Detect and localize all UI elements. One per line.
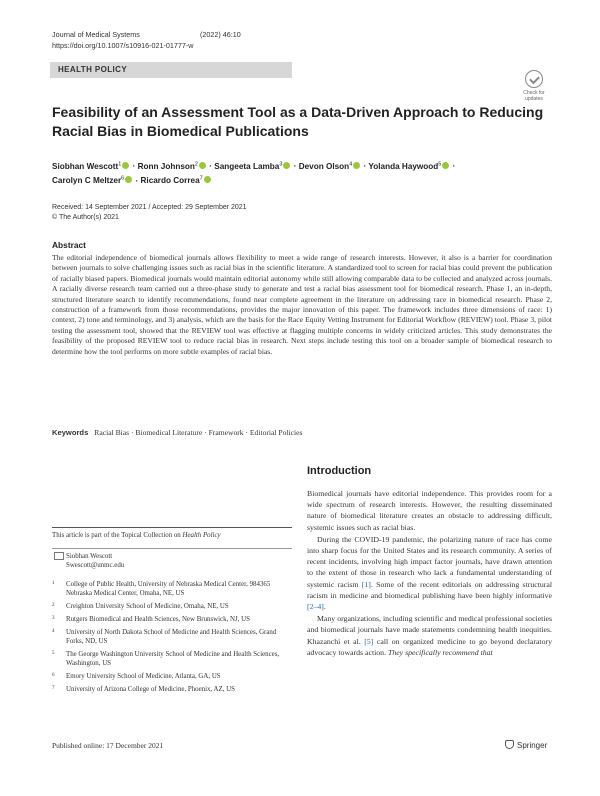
received-accepted: Received: 14 September 2021 / Accepted: 29 September 2021	[52, 204, 247, 211]
article-dates	[52, 203, 247, 223]
citation-link[interactable]: [2–4]	[307, 602, 324, 612]
check-for-updates-badge[interactable]	[516, 70, 552, 102]
introduction-body	[307, 488, 552, 659]
intro-paragraph: During the COVID-19 pandemic, the polarizing nature of race has come into sharp focus for the United States and its research community. A series of recent incidents, involving high impact factor journals, have drawn attention to the extent of those in research who lack a fundamental understanding of systemic racism [1]. Some of the recent editorials on addressing structural racism in medicine and biomedical publishing have been highly informative [2–4].	[307, 534, 553, 612]
copyright: © The Author(s) 2021	[52, 214, 119, 221]
author[interactable]: Yolanda Haywood$^5$	[368, 162, 450, 171]
affiliation-item: 5 The George Washington University School of Medicine and Health Sciences, Washington, US	[52, 651, 280, 667]
orcid-icon[interactable]	[204, 176, 211, 183]
author[interactable]: Carolyn C Meltzer$^6$	[52, 176, 133, 185]
corresponding-email[interactable]: Swescott@unmc.edu	[66, 562, 125, 569]
author[interactable]: Ronn Johnson$^2$	[138, 162, 207, 171]
topical-collection-note: This article is part of the Topical Collection on Health Policy	[52, 527, 292, 539]
publisher-logo	[505, 740, 547, 750]
affiliation-item: 2 Creighton University School of Medicine, Omaha, NE, US	[52, 603, 229, 610]
author[interactable]: Siobhan Wescott$^1$	[52, 162, 130, 171]
affiliation-item: 6 Emory University School of Medicine, Atlanta, GA, US	[52, 673, 221, 680]
published-online: Published online: 17 December 2021	[52, 741, 164, 750]
author[interactable]: Devon Olson$^4$	[299, 162, 362, 171]
introduction-heading: Introduction	[307, 465, 372, 477]
journal-volume: (2022) 46:10	[200, 30, 241, 39]
doi-link[interactable]: https://doi.org/10.1007/s10916-021-01777-w	[52, 40, 194, 50]
intro-paragraph: Many organizations, including scientific and medical professional societies and biomedical journals have made statements condemning health inequities. Khazanchi et al. [5] call on organized medicine to go beyond declaratory advocacy towards action. They specifically recommend that	[307, 614, 552, 657]
orcid-icon[interactable]	[122, 162, 129, 169]
keywords-list: Racial Bias · Biomedical Literature · Framework · Editorial Policies	[94, 428, 303, 437]
check-updates-label: Check for updates	[523, 90, 545, 102]
author[interactable]: Sangeeta Lamba$^3$	[214, 162, 291, 171]
orcid-icon[interactable]	[442, 162, 449, 169]
orcid-icon[interactable]	[125, 176, 132, 183]
abstract-heading: Abstract	[52, 240, 86, 250]
publisher-name: Springer	[517, 741, 548, 750]
keywords	[52, 428, 302, 437]
intro-paragraph: Biomedical journals have editorial independence. This provides room for a wide spectrum of research interests. However, the resulting disseminated nature of biomedical literature creates an obstacle to addressing difficult, systemic issues such as racial bias.	[307, 489, 552, 532]
journal-name: Journal of Medical Systems	[52, 30, 140, 39]
affiliation-item: 4 University of North Dakota School of Medicine and Health Sciences, Grand Forks, ND, US	[52, 629, 277, 645]
affiliation-item: 7 University of Arizona College of Medicine, Phoenix, AZ, US	[52, 686, 235, 693]
springer-horse-icon	[505, 740, 514, 749]
category-label: HEALTH POLICY	[58, 65, 128, 74]
envelope-icon	[54, 552, 64, 560]
citation-link[interactable]: [5]	[364, 636, 374, 646]
category-bar	[50, 62, 292, 78]
author-list: Siobhan Wescott$^1$ · Ronn Johnson$^2$ · Sangeeta Lamba$^3$ · Devon Olson$^4$ · Yolanda Haywood$^5$ · Carolyn C Meltzer$^6$ · Ricardo Correa$^7$	[52, 161, 456, 186]
orcid-icon[interactable]	[283, 162, 290, 169]
corresponding-author: Siobhan Wescott	[66, 553, 113, 560]
author[interactable]: Ricardo Correa$^7$	[141, 176, 212, 185]
affiliations	[52, 580, 292, 698]
abstract-text: The editorial independence of biomedical journals allows flexibility to meet a wide range of research interests. However, it also is a barrier for coordination between journals to solve challenging issues such as racial bias in the scientific literature. A standardized tool to screen for racial bias could prevent the publication of racially biased papers. Biomedical journals would maintain editorial autonomy while still allowing comparable data to be collected and analyzed across journals. A racially diverse research team carried out a three-phase study to generate and test a racial bias assessment tool for biomedical research. Phase 1, an in-depth, structured literature search to identify recommendations, found near complete agreement in the literature on addressing race in biomedical research. Phase 2, construction of a framework from those recommendations, provides the major innovation of this paper. The framework includes three dimensions of race: 1) context, 2) tone and terminology, and 3) analysis, which are the basis for the Race Equity Vetting Instrument for Editorial Workflow (REVIEW) tool. Phase 3, pilot testing the assessment tool, showed that the REVIEW tool was effective at flagging multiple concerns in widely criticized articles. This study demonstrates the feasibility of the proposed REVIEW tool to reduce racial bias in research. Next steps include testing this tool on a broader sample of biomedical research to determine how the tool performs on more subtle examples of racial bias.	[52, 253, 552, 356]
correspondence	[52, 548, 292, 570]
affiliation-item: 3 Rutgers Biomedical and Health Sciences, New Brunswick, NJ, US	[52, 616, 250, 623]
affiliation-item: 1 College of Public Health, University of Nebraska Medical Center, 984365 Nebraska Medical Center, Omaha, NE, US	[52, 581, 271, 597]
journal-header	[52, 30, 241, 51]
check-updates-icon	[525, 70, 543, 88]
citation-link[interactable]: [1]	[361, 579, 371, 589]
keywords-label: Keywords	[52, 428, 89, 437]
topical-collection-link[interactable]: Health Policy	[182, 532, 221, 539]
article-title: Feasibility of an Assessment Tool as a Data-Driven Approach to Reducing Racial Bias in Biomedical Publications	[52, 104, 544, 139]
orcid-icon[interactable]	[353, 162, 360, 169]
orcid-icon[interactable]	[199, 162, 206, 169]
